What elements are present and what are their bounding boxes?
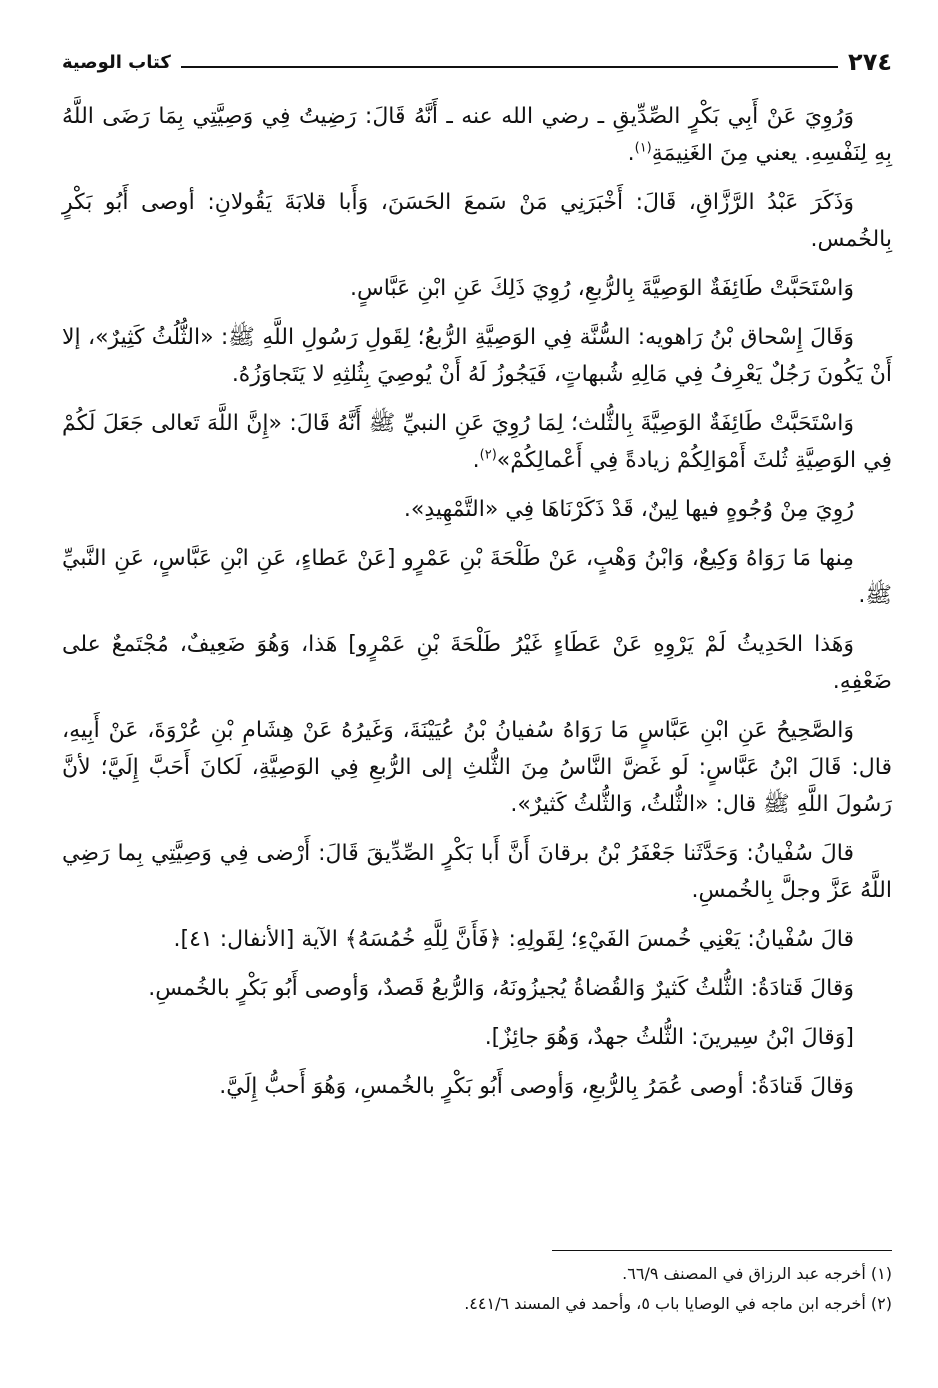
paragraph: وَالصَّحِيحُ عَنِ ابْنِ عَبَّاسٍ مَا رَوَاهُ سُفيانُ بْنُ عُيَيْنَةَ، وَغَيرُهُ عَنْ هِشَامِ بْنِ عُرْوَةَ، عَنْ أَبِيهِ، قال: قَالَ ابْنُ عَبَّاسٍ: لَو غَضَّ النَّاسُ مِنَ الثُّلثِ إلى الرُّبعِ فِي الوَصِيَّةِ، لَكانَ أَحَبَّ إِلَيَّ؛ لأنَّ رَسُولَ اللَّهِ ﷺ قال: «الثُّلثُ، وَالثُّلثُ كَثيرٌ». — [62, 718, 892, 817]
book-title: كتاب الوصية — [62, 52, 171, 73]
body-text — [62, 98, 892, 1278]
paragraph: وَاسْتَحَبَّتْ طَائِفَةٌ الوَصِيَّةَ بِالثُّلث؛ لِمَا رُوِيَ عَنِ النبيِّ ﷺ أَنَّهُ قَالَ: «إِنَّ اللَّهَ تَعالى جَعَلَ لَكُمْ فِي الوَصِيَّةِ ثُلثَ أَمْوَالِكُمْ زيادةً فِي أَعْمالِكُمْ»$^{(٢)}$. — [62, 411, 892, 473]
paragraph: وَقالَ قَتادَةُ: الثُّلثُ كَثيرٌ وَالقُضاةُ يُجيزُونَهُ، وَالرُّبعُ قَصدٌ، وَأوصى أَبُو بَكْرٍ بالخُمسِ. — [148, 976, 854, 1001]
footnote: (٢) أخرجه ابن ماجه في الوصايا باب ٥، وأحمد في المسند ٤٤١/٦. — [464, 1294, 892, 1313]
paragraph: وَذَكَرَ عَبْدُ الرَّزَّاقِ، قَالَ: أَخْبَرَنِي مَنْ سَمعَ الحَسَنَ، وَأَبا قلابَةَ يَقُولانِ: أوصى أَبُو بَكْرٍ بِالخُمس. — [62, 190, 892, 252]
paragraph: قالَ سُفْيانُ: وَحَدَّثَنا جَعْفَرُ بْنُ برقانَ أَنَّ أَبا بَكْرٍ الصِّدِّيقَ قَالَ: أَرْضى فِي وَصِيَّتِي بِما رَضِي اللَّهُ عَزَّ وجلَّ بِالخُمسِ. — [62, 841, 892, 903]
paragraph: قالَ سُفْيانُ: يَعْنِي خُمسَ الفَيْءِ؛ لِقَولِهِ: ﴿فَأَنَّ لِلَّهِ خُمُسَهُ﴾ الآية [الأنفال: ٤١]. — [173, 927, 854, 952]
page — [62, 28, 892, 1368]
page-header — [62, 46, 892, 74]
footnote: (١) أخرجه عبد الرزاق في المصنف ٦٦/٩. — [622, 1264, 892, 1283]
footnotes — [62, 1250, 892, 1319]
paragraph: مِنها مَا رَوَاهُ وَكِيعٌ، وَابْنُ وَهْبٍ، عَنْ طَلْحَةَ بْنِ عَمْرٍو [عَنْ عَطاءٍ، عَنِ ابْنِ عَبَّاسٍ، عَنِ النَّبيِّ ﷺ. — [62, 546, 892, 608]
paragraph: رُوِيَ مِنْ وُجُوهٍ فيها لِينٌ، قَدْ ذَكَرْنَاهَا فِي «التَّمْهِيدِ». — [403, 497, 854, 522]
footnote-ref: (٢) — [479, 447, 497, 463]
paragraph: وَاسْتَحَبَّتْ طَائِفَةٌ الوَصِيَّةَ بِالرُّبعِ، رُوِيَ ذَلِكَ عَنِ ابْنِ عَبَّاسٍ. — [349, 276, 854, 301]
paragraph: وَرُوِيَ عَنْ أَبِي بَكْرٍ الصِّدِّيقِ ـ رضي الله عنه ـ أَنَّهُ قَالَ: رَضِيتُ فِي وَصِيَّتِي بِمَا رَضَى اللَّهُ بِهِ لِنَفْسِهِ. يعني مِنَ الغَنِيمَةِ$^{(١)}$. — [62, 104, 892, 166]
page-number: ٢٧٤ — [848, 48, 892, 76]
paragraph: [وَقالَ ابْنُ سِيرينَ: الثُّلثُ جهدٌ، وَهُوَ جائِزٌ]. — [484, 1025, 854, 1050]
header-rule — [181, 66, 838, 68]
footnote-rule — [552, 1250, 892, 1251]
paragraph: وَقَالَ إِسْحاق بْنُ رَاهويه: السُّنَّة فِي الوَصِيَّةِ الرُّبعُ؛ لِقَولِ رَسُولِ اللَّهِ ﷺ: «الثُّلُثُ كَثِيرٌ»، إلا أَنْ يَكُونَ رَجُلٌ يَعْرِفُ فِي مَالِهِ شُبهاتٍ، فَيَجُوزُ لَهُ أَنْ يُوصِيَ بِثُلثِهِ لا يَتَجاوَزُهُ. — [62, 325, 892, 387]
footnote-ref: (١) — [634, 140, 652, 156]
paragraph: وَهَذا الحَدِيثُ لَمْ يَرْوِهِ عَنْ عَطَاءٍ غَيْرُ طَلْحَةَ بْنِ عَمْرٍو] هَذا، وَهُوَ ضَعِيفٌ، مُجْتَمعٌ على ضَعْفِهِ. — [62, 632, 892, 694]
paragraph: وَقالَ قَتادَةُ: أوصى عُمَرُ بِالرُّبعِ، وَأوصى أَبُو بَكْرٍ بالخُمسِ، وَهُوَ أَحبُّ إِلَيَّ. — [219, 1074, 854, 1099]
